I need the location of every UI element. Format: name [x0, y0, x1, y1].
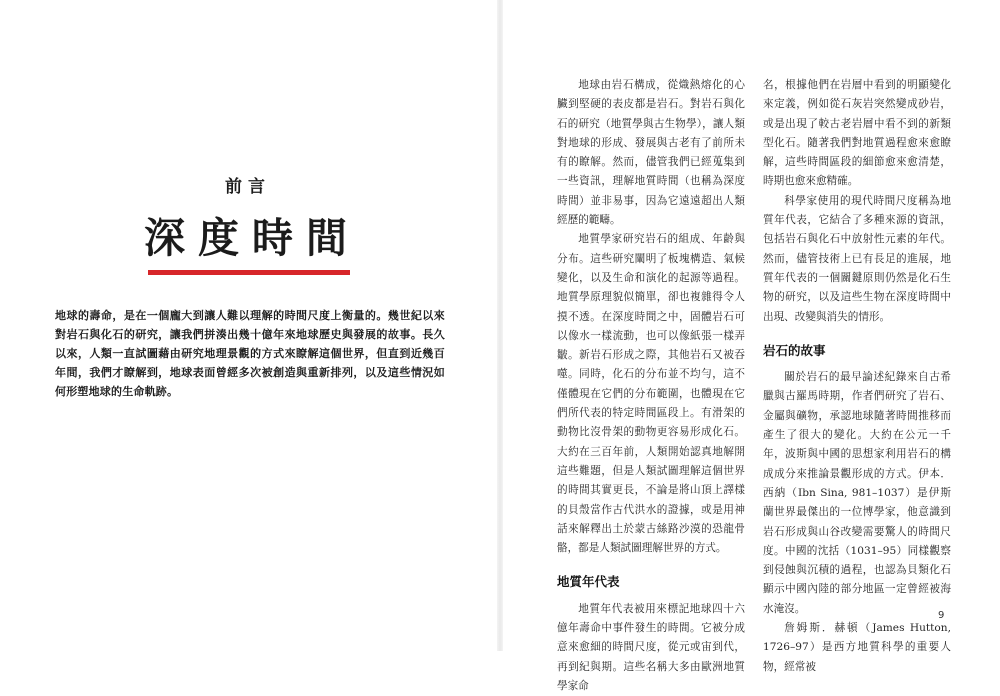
- paragraph: 詹姆斯．赫頓（James Hutton, 1726–97）是西方地質科學的重要人物，經常被: [763, 622, 951, 673]
- paragraph: 科學家使用的現代時間尺度稱為地質年代表，它結合了多種來源的資訊，包括岩石與化石中放射性元素的年代。然而，儘管技術上已有長足的進展，地質年代表的一個關鍵原則仍然是化石生物的研究，以及這些生物在深度時間中出現、改變與消失的情形。: [763, 194, 951, 323]
- chapter-title: 深度時間: [144, 214, 360, 262]
- title-underline: [148, 270, 350, 275]
- section-heading-geologic-time-scale: 地質年代表: [557, 574, 620, 590]
- book-gutter: [497, 0, 503, 651]
- section-heading-story-of-rocks: 岩石的故事: [763, 342, 826, 358]
- paragraph: 地球由岩石構成，從熾熱熔化的心臟到堅硬的表皮都是岩石。對岩石與化石的研究（地質學與古生物學），讓人類對地球的形成、發展與古老有了前所未有的瞭解。然而，儘管我們已經蒐集到一些資訊，理解地質時間（也稱為深度時間）並非易事，因為它遠遠超出人類經歷的範疇。: [557, 79, 745, 227]
- page-number: 9: [938, 610, 945, 621]
- text-column-left: [557, 76, 745, 696]
- paragraph: 關於岩石的最早論述紀錄來自古希臘與古羅馬時期，作者們研究了岩石、金屬與礦物，承認地球隨著時間推移而產生了很大的變化。大約在公元一千年，波斯與中國的思想家利用岩石的構成成分來推論景觀形成的方式。伊本．西納（Ibn Sina, 981–1037）是伊斯蘭世界最傑出的一位博學家，他意識到岩石形成與山谷改變需要驚人的時間尺度。中國的沈括（1031–95）同樣觀察到侵蝕與沉積的過程，也認為貝類化石顯示中國內陸的部分地區一定曾經被海水淹沒。: [763, 371, 951, 615]
- chapter-label: 前言: [225, 177, 271, 197]
- paragraph: 地質年代表被用來標記地球四十六億年壽命中事件發生的時間。它被分成意來愈細的時間尺度，從元或宙到代，再到紀與期。這些名稱大多由歐洲地質學家命: [557, 602, 745, 692]
- intro-paragraph: 地球的壽命，是在一個龐大到讓人難以理解的時間尺度上衡量的。幾世紀以來對岩石與化石的研究，讓我們拼湊出幾十億年來地球歷史與發展的故事。長久以來，人類一直試圖藉由研究地理景觀的方式來瞭解這個世界，但直到近幾百年間，我們才瞭解到，地球表面曾經多次被創造與重新排列，以及這些情況如何形塑地球的生命軌跡。: [55, 309, 445, 398]
- paragraph: 地質學家研究岩石的組成、年齡與分布。這些研究闡明了板塊構造、氣候變化，以及生命和演化的起源等過程。地質學原理貌似簡單，卻也複雜得令人摸不透。在深度時間之中，固體岩石可以像水一樣流動，也可以像紙張一樣弄皺。新岩石形成之際，其他岩石又被吞噬。同時，化石的分布並不均勻，這不僅體現在它們的分布範圍，也體現在它們所代表的特定時間區段上。有滑架的動物比沒骨架的動物更容易形成化石。大約在三百年前，人類開始認真地解開這些難題，但是人類試圖理解這個世界的時間其實更長，不論是將山頂上譯樣的貝殼當作古代洪水的證據，或是用神話來解釋出土於蒙古絲路沙漠的恐龍骨骼，都是人類試圖理解世界的方式。: [557, 233, 745, 555]
- paragraph: 名，根據他們在岩層中看到的明顯變化來定義，例如從石灰岩突然變成砂岩，或是出現了較古老岩層中看不到的新類型化石。隨著我們對地質過程愈來愈瞭解，這些時間區段的細節愈來愈清楚，時期也愈來愈精確。: [763, 79, 951, 188]
- text-column-right: [763, 76, 951, 677]
